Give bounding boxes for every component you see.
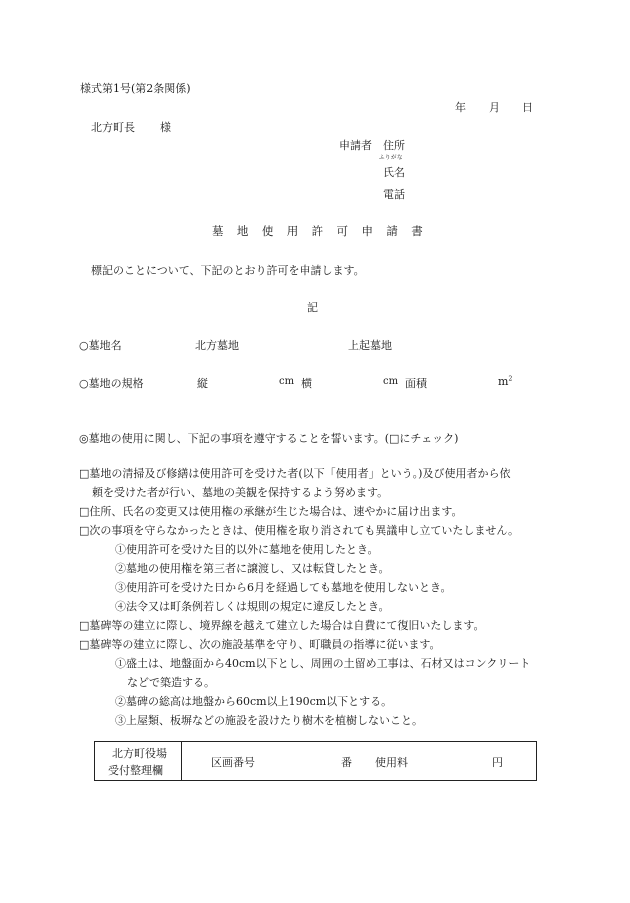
applicant-label: 申請者 [339, 139, 372, 152]
intro-text: 標記のことについて、下記のとおり許可を申請します。 [91, 264, 365, 277]
size-label: ○墓地の規格 [79, 377, 144, 390]
item-address-change[interactable]: □住所、氏名の変更又は使用権の承継が生じた場合は、速やかに届け出ます。 [79, 505, 463, 518]
sub-item-cont: などで築造する。 [127, 676, 215, 689]
sub-item: ①使用許可を受けた目的以外に墓地を使用したとき。 [115, 543, 379, 556]
size-unit-cm-2: cm [383, 376, 399, 387]
title-char: 請 [386, 224, 399, 238]
size-area-unit: $m^2$ [498, 375, 513, 388]
document-title [212, 223, 436, 239]
office-box-line2: 受付整理欄 [108, 764, 163, 777]
name-label: 氏名 [383, 166, 405, 179]
size-area-label: 面積 [405, 377, 427, 390]
item-cleaning-cont: 頼を受けた者が行い、墓地の美観を保持するよう努めます。 [92, 486, 389, 499]
item-revocation[interactable]: □次の事項を守らなかったときは、使用権を取り消されても異議申し立ていたしません。 [79, 524, 520, 537]
sub-item: ③上屋類、板塀などの施設を設けたり樹木を植樹しないこと。 [115, 714, 423, 727]
address-label: 住所 [383, 139, 405, 152]
size-vertical-label: 縦 [197, 377, 208, 390]
title-char: 用 [286, 224, 299, 238]
addressee-honorific: 様 [160, 121, 171, 134]
item-standards[interactable]: □墓碑等の建立に際し、次の施設基準を守り、町職員の指導に従います。 [79, 638, 441, 651]
ki-heading: 記 [307, 301, 318, 314]
form-number: 様式第1号(第2条関係) [80, 82, 191, 95]
item-cleaning[interactable]: □墓地の清掃及び修繕は使用許可を受けた者(以下「使用者」という。)及び使用者から依 [79, 467, 511, 480]
addressee-name: 北方町長 [91, 121, 135, 134]
item-boundary[interactable]: □墓碑等の建立に際し、境界線を越えて建立した場合は自費にて復旧いたします。 [79, 619, 485, 632]
fee-unit: 円 [492, 756, 503, 769]
phone-label: 電話 [383, 188, 405, 201]
pledge-text: ◎墓地の使用に関し、下記の事項を遵守することを誓います。(□にチェック) [79, 432, 459, 445]
cemetery-option-kitakata[interactable]: 北方墓地 [195, 339, 239, 352]
sub-item: ③使用許可を受けた日から6月を経過しても墓地を使用しないとき。 [115, 581, 452, 594]
cemetery-option-joki[interactable]: 上起墓地 [348, 339, 392, 352]
sub-item: ②墓地の使用権を第三者に譲渡し、又は転貸したとき。 [115, 562, 390, 575]
date-month-label: 月 [489, 101, 500, 114]
plot-number-suffix: 番 [341, 756, 352, 769]
date-day-label: 日 [522, 101, 533, 114]
sub-item: ④法令又は町条例若しくは規則の規定に違反したとき。 [115, 600, 390, 613]
title-char: 書 [411, 224, 424, 238]
title-char: 墓 [212, 224, 224, 238]
furigana-label: ふりがな [379, 155, 404, 161]
title-char: 許 [311, 224, 324, 238]
sub-item: ②墓碑の総高は地盤から60cm以上190cm以下とする。 [115, 695, 393, 708]
sub-item: ①盛土は、地盤面から40cm以下とし、周囲の土留め工事は、石材又はコンクリート [115, 657, 531, 670]
title-char: 使 [261, 224, 274, 238]
plot-number-label: 区画番号 [211, 756, 255, 769]
fee-label: 使用料 [375, 756, 408, 769]
office-box-line1: 北方町役場 [112, 747, 167, 760]
cemetery-label: ○墓地名 [79, 339, 122, 352]
title-char: 可 [336, 224, 349, 238]
size-unit-cm-1: cm [279, 376, 295, 387]
office-box-divider [181, 741, 182, 780]
title-char: 申 [361, 224, 374, 238]
size-horizontal-label: 横 [301, 377, 312, 390]
date-year-label: 年 [455, 101, 466, 114]
title-char: 地 [236, 224, 249, 238]
